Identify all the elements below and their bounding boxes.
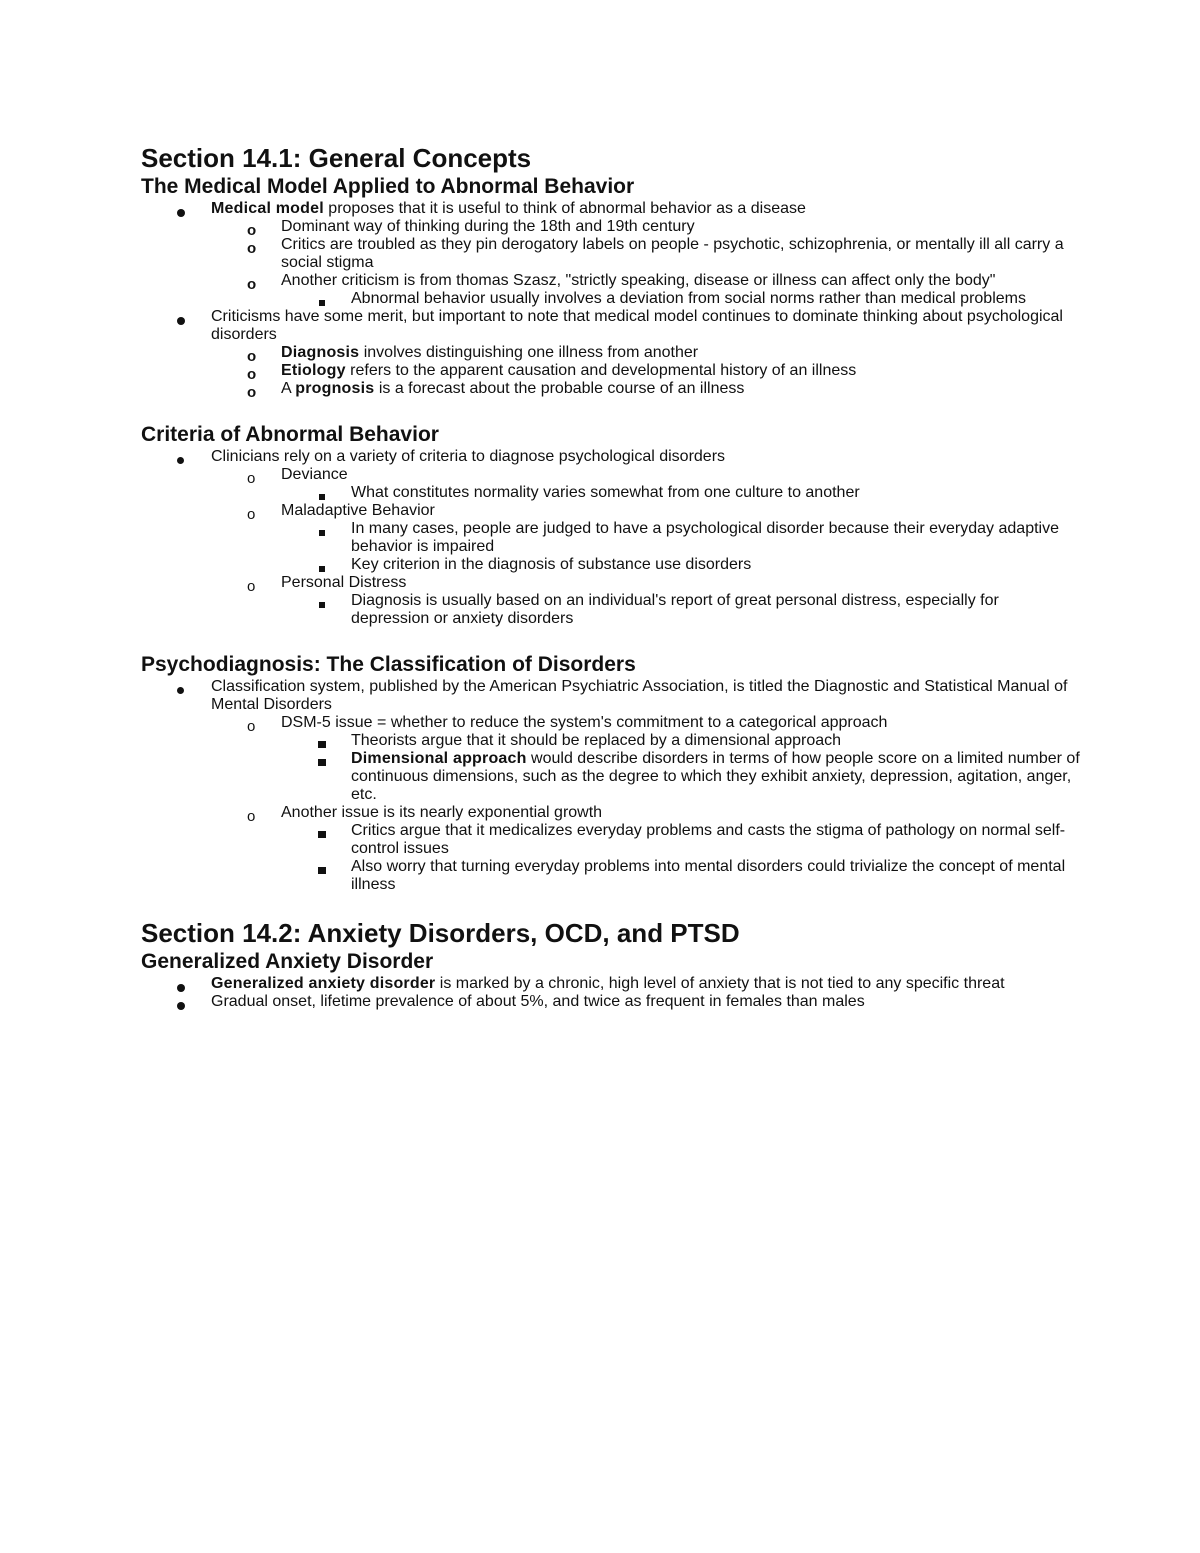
list-item [141, 308, 1081, 344]
list-item [141, 975, 1081, 993]
term-generalized-anxiety-disorder: Generalized anxiety disorder [211, 975, 436, 992]
list-item-text: What constitutes normality varies somewhat from one culture to another [351, 484, 860, 501]
list-item-text: A [281, 380, 296, 397]
list-item [141, 236, 1081, 272]
list-item-text: Another issue is its nearly exponential growth [281, 804, 603, 821]
spacer [141, 628, 1081, 651]
list-item-text: is a forecast about the probable course of an illness [374, 380, 745, 397]
term-etiology: Etiology [281, 362, 346, 379]
document-content [141, 143, 1081, 1011]
list-item [141, 380, 1081, 401]
bullet-square-icon [319, 494, 325, 500]
term-medical-model: Medical model [211, 200, 324, 217]
term-dimensional-approach: Dimensional approach [351, 750, 527, 767]
list-item-text: Personal Distress [281, 574, 407, 591]
bullet-square-icon [319, 300, 325, 306]
list-item-text: Classification system, published by the American Psychiatric Association, is titled the Diagnostic and Statistical Manual of Mental Disorders [211, 678, 1068, 713]
bullet-circle-icon: o [247, 506, 256, 523]
list-item [141, 592, 1081, 628]
bullet-square-icon [319, 566, 325, 572]
criteria-heading: Criteria of Abnormal Behavior [141, 423, 439, 446]
bullet-dot-icon [177, 457, 184, 464]
bullet-circle-icon: o [247, 578, 256, 595]
list-item-text: Critics argue that it medicalizes everyday problems and casts the stigma of pathology on normal self-control issues [351, 822, 1066, 857]
gad-heading: Generalized Anxiety Disorder [141, 950, 434, 973]
bullet-circle-icon: o [247, 276, 257, 293]
list-item [141, 484, 1081, 502]
bullet-dot-icon [177, 984, 185, 992]
bullet-square-icon [319, 530, 325, 536]
list-item-text: Maladaptive Behavior [281, 502, 435, 519]
list-item [141, 804, 1081, 825]
list-item-text: Clinicians rely on a variety of criteria to diagnose psychological disorders [211, 448, 726, 465]
list-item [141, 732, 1081, 750]
spacer [141, 894, 1081, 918]
spacer [141, 398, 1081, 421]
list-item-text: Critics are troubled as they pin derogatory labels on people - psychotic, schizophrenia, or mentally ill all carry a social stigma [281, 236, 1064, 271]
list-item-text: refers to the apparent causation and developmental history of an illness [345, 362, 857, 379]
section-14-1-title: Section 14.1: General Concepts [141, 143, 532, 173]
term-prognosis: prognosis [295, 380, 375, 397]
list-item-text: Gradual onset, lifetime prevalence of about 5%, and twice as frequent in females than males [211, 993, 865, 1010]
list-item [141, 750, 1081, 804]
psychodiagnosis-heading: Psychodiagnosis: The Classification of Disorders [141, 653, 636, 676]
bullet-circle-icon: o [247, 240, 257, 257]
list-item-text: Theorists argue that it should be replaced by a dimensional approach [351, 732, 842, 749]
list-item [141, 200, 1081, 218]
list-item [141, 678, 1081, 714]
bullet-square-icon [318, 831, 326, 838]
bullet-circle-icon: o [247, 808, 256, 825]
bullet-square-icon [318, 759, 326, 766]
bullet-square-icon [318, 741, 326, 748]
list-item-text: Also worry that turning everyday problems into mental disorders could trivialize the concept of mental illness [351, 858, 1066, 893]
bullet-dot-icon [177, 317, 185, 325]
bullet-square-icon [318, 867, 326, 874]
list-item [141, 714, 1081, 735]
list-item [141, 858, 1081, 894]
bullet-dot-icon [177, 1002, 185, 1010]
list-item [141, 502, 1081, 523]
bullet-square-icon [319, 602, 325, 608]
list-item [141, 993, 1081, 1011]
list-item-text: Dominant way of thinking during the 18th and 19th century [281, 218, 695, 235]
bullet-circle-icon: o [247, 384, 257, 401]
list-item [141, 362, 1081, 383]
bullet-circle-icon: o [247, 718, 256, 735]
list-item [141, 466, 1081, 487]
list-item [141, 556, 1081, 574]
bullet-circle-icon: o [247, 222, 257, 239]
list-item [141, 822, 1081, 858]
list-item-text: Another criticism is from thomas Szasz, "strictly speaking, disease or illness can affect only the body" [281, 272, 996, 289]
list-item-text: proposes that it is useful to think of abnormal behavior as a disease [323, 200, 806, 217]
list-item-text: DSM-5 issue = whether to reduce the system's commitment to a categorical approach [281, 714, 888, 731]
bullet-circle-icon: o [247, 366, 257, 383]
list-item-text: Diagnosis is usually based on an individual's report of great personal distress, especially for depression or anxiety disorders [351, 592, 999, 627]
term-diagnosis: Diagnosis [281, 344, 360, 361]
list-item [141, 574, 1081, 595]
bullet-dot-icon [177, 687, 184, 694]
bullet-dot-icon [177, 209, 185, 217]
list-item-text: involves distinguishing one illness from another [359, 344, 699, 361]
section-14-2-title: Section 14.2: Anxiety Disorders, OCD, and PTSD [141, 918, 740, 948]
list-item-text: Criticisms have some merit, but important to note that medical model continues to dominate thinking about psychological disorders [211, 308, 1063, 343]
list-item-text: Key criterion in the diagnosis of substance use disorders [351, 556, 752, 573]
list-item [141, 290, 1081, 308]
bullet-circle-icon: o [247, 470, 256, 487]
list-item-text: Abnormal behavior usually involves a deviation from social norms rather than medical problems [351, 290, 1026, 307]
list-item-text: In many cases, people are judged to have a psychological disorder because their everyday adaptive behavior is impaired [351, 520, 1059, 555]
list-item [141, 520, 1081, 556]
list-item [141, 218, 1081, 239]
bullet-circle-icon: o [247, 348, 257, 365]
list-item-text: Deviance [281, 466, 348, 483]
list-item [141, 344, 1081, 365]
medical-model-heading: The Medical Model Applied to Abnormal Behavior [141, 175, 635, 198]
list-item-text: is marked by a chronic, high level of anxiety that is not tied to any specific threat [435, 975, 1005, 992]
list-item-text: would describe disorders in terms of how people score on a limited number of continuous dimensions, such as the degree to which they exhibit anxiety, depression, agitation, anger, etc. [351, 750, 1080, 803]
list-item [141, 272, 1081, 293]
list-item [141, 448, 1081, 466]
